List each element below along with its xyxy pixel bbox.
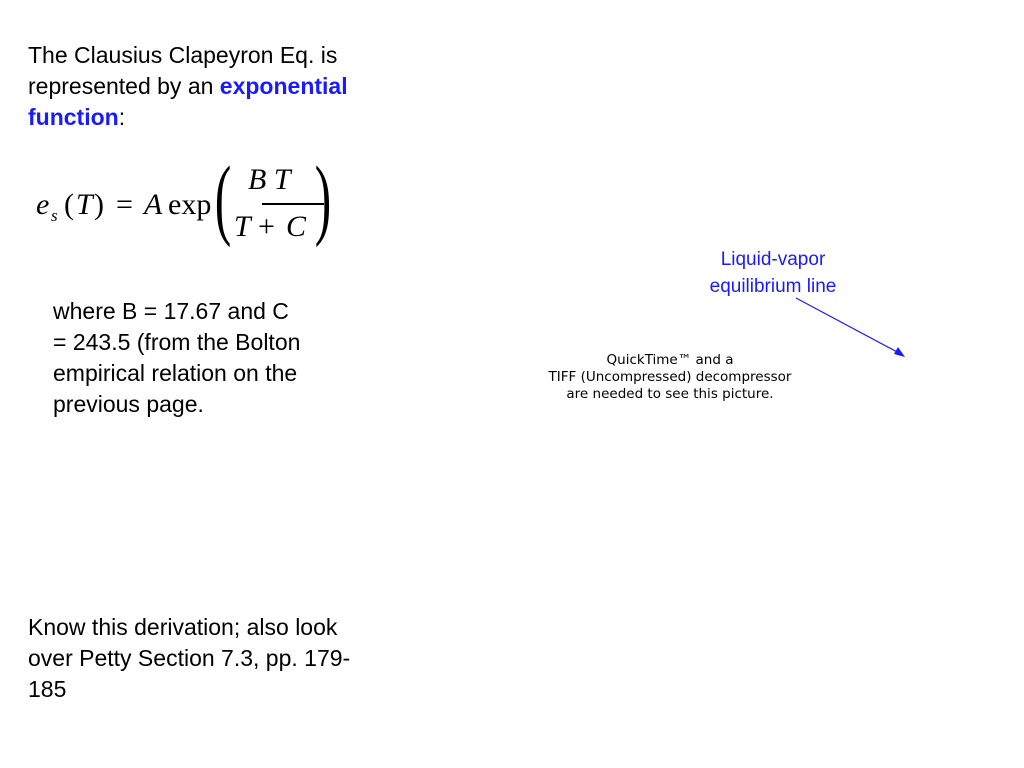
intro-colon: : <box>118 104 126 130</box>
callout-line-2: equilibrium line <box>709 276 837 297</box>
eq-big-close-paren: ) <box>314 149 332 248</box>
placeholder-line-1: QuickTime™ and a <box>606 352 734 368</box>
eq-big-open-paren: ( <box>214 149 232 248</box>
eq-numerator: B T <box>248 163 291 196</box>
eq-A: A <box>144 188 163 221</box>
eq-open-paren: ( <box>64 188 74 221</box>
eq-close-paren: ) <box>94 188 104 221</box>
callout-line-1: Liquid-vapor <box>720 249 826 270</box>
missing-image-placeholder <box>520 352 820 403</box>
placeholder-line-3: are needed to see this picture. <box>566 386 774 402</box>
intro-emphasis: exponential function <box>28 73 348 130</box>
eq-subscript-s: s <box>51 206 58 225</box>
eq-T: T <box>76 188 93 221</box>
footer-note: Know this derivation; also look over Petty Section 7.3, pp. 179-185 <box>28 614 351 702</box>
eq-exp: exp <box>168 188 212 221</box>
intro-paragraph <box>28 40 398 133</box>
placeholder-line-2: TIFF (Uncompressed) decompressor <box>548 369 792 385</box>
constants-note: where B = 17.67 and C = 243.5 (from the Bolton empirical relation on the previous page. <box>53 298 301 417</box>
clausius-clapeyron-equation <box>36 149 336 248</box>
eq-denominator-T: T <box>234 210 251 243</box>
eq-e: e <box>36 188 50 221</box>
eq-denominator-C: C <box>286 210 307 243</box>
eq-equals: = <box>116 188 133 221</box>
eq-plus: + <box>258 210 275 243</box>
intro-text: The Clausius Clapeyron Eq. is represented by an <box>28 42 338 99</box>
